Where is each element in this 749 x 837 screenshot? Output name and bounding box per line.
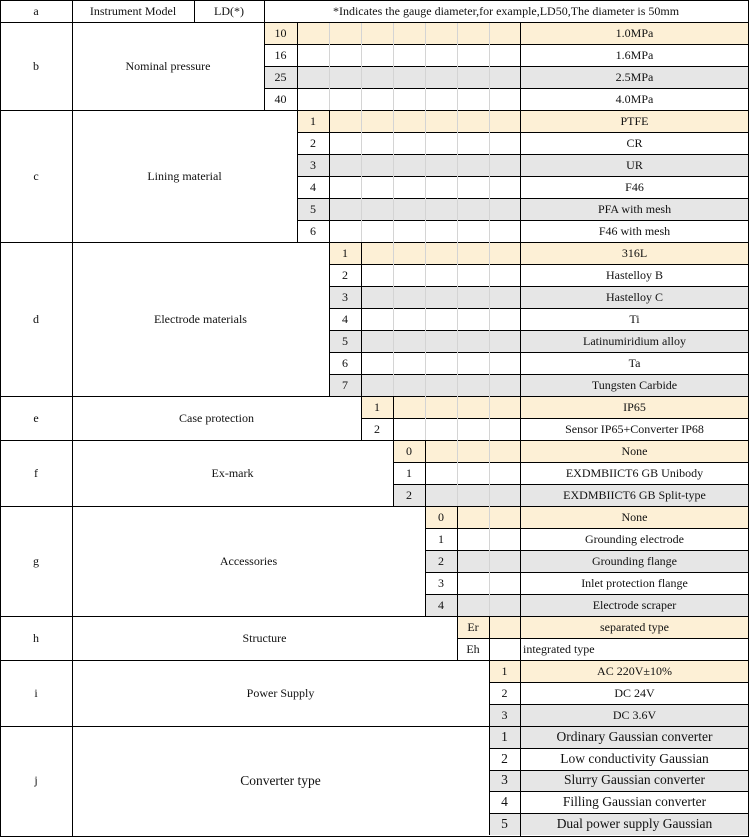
option-value: F46 with mesh (598, 223, 671, 238)
code-column-left-border (425, 506, 426, 616)
option-row-divider (489, 748, 749, 749)
option-code: 1 (310, 113, 316, 128)
option-value: Electrode scraper (592, 597, 677, 612)
grid-guide-line (361, 110, 362, 242)
grid-guide-line (457, 242, 458, 396)
code-column-left-border (264, 22, 265, 110)
section-label: Converter type (240, 772, 321, 788)
grid-guide-line (457, 396, 458, 440)
option-value: Low conductivity Gaussian (560, 750, 709, 766)
grid-guide-line (393, 242, 394, 396)
grid-guide-line (393, 22, 394, 110)
diameter-note: *Indicates the gauge diameter,for example,LD50,The diameter is 50mm (332, 3, 680, 18)
row-b-letter: b (33, 58, 39, 73)
option-value: None (621, 443, 648, 458)
option-value: UR (626, 157, 643, 172)
option-code: 1 (438, 531, 444, 546)
option-code: 5 (501, 816, 508, 832)
code-column-left-border (489, 660, 490, 726)
option-row-divider (329, 308, 749, 309)
option-row-divider (489, 813, 749, 814)
code-column-right-border (329, 110, 330, 242)
option-value: Filling Gaussian converter (562, 794, 707, 810)
option-value: 2.5MPa (615, 69, 654, 84)
section-divider (0, 440, 749, 441)
code-column-left-border (329, 242, 330, 396)
option-code: 2 (342, 267, 348, 282)
option-value: Ta (628, 355, 641, 370)
section-label: Case protection (179, 410, 254, 425)
row-h-letter: h (33, 630, 39, 645)
option-code: 2 (406, 487, 412, 502)
option-row-divider (297, 220, 749, 221)
table-top-border (0, 0, 749, 1)
option-row-divider (425, 594, 749, 595)
option-row-divider (264, 66, 749, 67)
option-code: 2 (501, 750, 508, 766)
option-code: 1 (342, 245, 348, 260)
option-row-divider (329, 374, 749, 375)
option-value: Sensor IP65+Converter IP68 (565, 421, 704, 436)
option-row-divider (264, 88, 749, 89)
row-c-letter: c (33, 168, 39, 183)
section-divider (0, 242, 749, 243)
option-code: 3 (501, 707, 508, 722)
option-value: PTFE (620, 113, 649, 128)
option-row-divider (361, 418, 749, 419)
option-row-divider (425, 550, 749, 551)
code-column-right-border (489, 616, 490, 660)
row-g-letter: g (33, 553, 39, 568)
grid-guide-line (457, 22, 458, 110)
option-value: Ordinary Gaussian converter (556, 728, 713, 744)
grid-guide-line (457, 440, 458, 506)
option-value: Grounding electrode (585, 531, 684, 546)
code-column-left-border (361, 396, 362, 440)
option-code: 1 (406, 465, 412, 480)
value-column-border (520, 22, 521, 836)
grid-guide-line (361, 22, 362, 110)
option-code: 10 (274, 25, 287, 40)
grid-guide-line (329, 22, 330, 110)
option-row-divider (425, 528, 749, 529)
option-code: 6 (310, 223, 316, 238)
option-value: Grounding flange (592, 553, 677, 568)
option-code: 25 (274, 69, 287, 84)
option-value: Latinumiridium alloy (583, 333, 686, 348)
option-code: 1 (501, 728, 508, 744)
code-column-left-border (297, 110, 298, 242)
option-code: 7 (342, 377, 348, 392)
letter-column-border (72, 0, 73, 837)
option-value: CR (626, 135, 643, 150)
row-a-letter: a (33, 3, 39, 18)
grid-guide-line (489, 110, 490, 242)
section-label: Nominal pressure (125, 58, 211, 73)
option-value: Ti (629, 311, 640, 326)
option-code: 0 (406, 443, 412, 458)
option-value: Tungsten Carbide (591, 377, 678, 392)
option-code: 40 (274, 91, 287, 106)
code-column-right-border (361, 242, 362, 396)
option-row-divider (329, 286, 749, 287)
section-divider (0, 396, 749, 397)
code-column-right-border (393, 396, 394, 440)
option-value: DC 24V (614, 685, 655, 700)
grid-guide-line (489, 242, 490, 396)
option-value: Hastelloy B (606, 267, 663, 282)
option-code: 4 (501, 794, 508, 810)
section-label: Electrode materials (154, 311, 247, 326)
option-row-divider (297, 132, 749, 133)
option-value: 316L (621, 245, 648, 260)
option-value: DC 3.6V (612, 707, 657, 722)
option-code: 2 (438, 553, 444, 568)
section-label: Structure (242, 630, 287, 645)
option-row-divider (264, 44, 749, 45)
code-column-right-border (457, 506, 458, 616)
section-divider (0, 726, 749, 727)
row-e-letter: e (33, 410, 39, 425)
option-value: EXDMBIICT6 GB Split-type (563, 487, 706, 502)
table-left-border (0, 0, 1, 837)
option-row-divider (329, 352, 749, 353)
option-code: 2 (374, 421, 380, 436)
option-value: Dual power supply Gaussian (556, 816, 713, 832)
option-row-divider (393, 462, 749, 463)
option-row-divider (489, 770, 749, 771)
option-code: 4 (310, 179, 316, 194)
grid-guide-line (425, 110, 426, 242)
option-code: 16 (274, 47, 287, 62)
option-code: 1 (501, 663, 508, 678)
option-row-divider (329, 264, 749, 265)
option-value: integrated type (523, 641, 595, 656)
grid-guide-line (489, 396, 490, 440)
section-label: Lining material (147, 168, 222, 183)
grid-guide-line (489, 22, 490, 110)
option-row-divider (297, 154, 749, 155)
row-i-letter: i (34, 685, 38, 700)
section-divider (0, 506, 749, 507)
code-column-right-border (425, 440, 426, 506)
option-row-divider (297, 198, 749, 199)
grid-guide-line (425, 22, 426, 110)
option-code: 2 (501, 685, 508, 700)
grid-guide-line (425, 396, 426, 440)
option-row-divider (489, 791, 749, 792)
section-label: Power Supply (246, 685, 315, 700)
option-row-divider (489, 704, 749, 705)
option-code: 3 (501, 772, 508, 788)
option-row-divider (489, 682, 749, 683)
section-divider (0, 110, 749, 111)
option-code: 5 (310, 201, 316, 216)
grid-guide-line (457, 110, 458, 242)
option-value: F46 (625, 179, 644, 194)
option-code: 3 (342, 289, 348, 304)
option-row-divider (425, 572, 749, 573)
option-value: 1.0MPa (615, 25, 654, 40)
row-d-letter: d (33, 311, 39, 326)
option-code: 5 (342, 333, 348, 348)
option-value: EXDMBIICT6 GB Unibody (565, 465, 704, 480)
row-j-letter: j (34, 773, 38, 787)
option-code: 3 (438, 575, 444, 590)
option-row-divider (329, 330, 749, 331)
title-row-bottom-border (0, 22, 749, 23)
option-code: 2 (310, 135, 316, 150)
grid-guide-line (393, 110, 394, 242)
model-code-border (264, 0, 265, 22)
section-label: Ex-mark (211, 465, 254, 480)
section-label: Accessories (219, 553, 278, 568)
grid-guide-line (489, 440, 490, 506)
option-row-divider (297, 176, 749, 177)
code-column-right-border (297, 22, 298, 110)
option-value: separated type (600, 619, 669, 634)
option-code: Eh (466, 641, 480, 656)
model-label-border (194, 0, 195, 22)
code-column-left-border (393, 440, 394, 506)
code-column-left-border (489, 726, 490, 835)
option-value: IP65 (623, 399, 646, 414)
option-code: 4 (438, 597, 444, 612)
option-code: 0 (438, 509, 444, 524)
code-column-left-border (457, 616, 458, 660)
option-code: 4 (342, 311, 348, 326)
option-value: Inlet protection flange (581, 575, 688, 590)
grid-guide-line (489, 506, 490, 616)
option-row-divider (393, 484, 749, 485)
option-value: PFA with mesh (597, 201, 672, 216)
option-value: 1.6MPa (615, 47, 654, 62)
grid-guide-line (425, 242, 426, 396)
row-f-letter: f (34, 465, 38, 480)
option-code: 6 (342, 355, 348, 370)
instrument-model-label: Instrument Model (89, 3, 177, 18)
option-code: 3 (310, 157, 316, 172)
option-code: Er (467, 619, 479, 634)
option-value: None (621, 509, 648, 524)
option-row-divider (457, 638, 749, 639)
option-value: Slurry Gaussian converter (564, 772, 705, 788)
option-code: 1 (374, 399, 380, 414)
section-divider (0, 660, 749, 661)
section-divider (0, 616, 749, 617)
option-value: AC 220V±10% (597, 663, 672, 678)
option-value: Hastelloy C (606, 289, 663, 304)
option-value: 4.0MPa (615, 91, 654, 106)
model-code: LD(*) (214, 3, 244, 18)
